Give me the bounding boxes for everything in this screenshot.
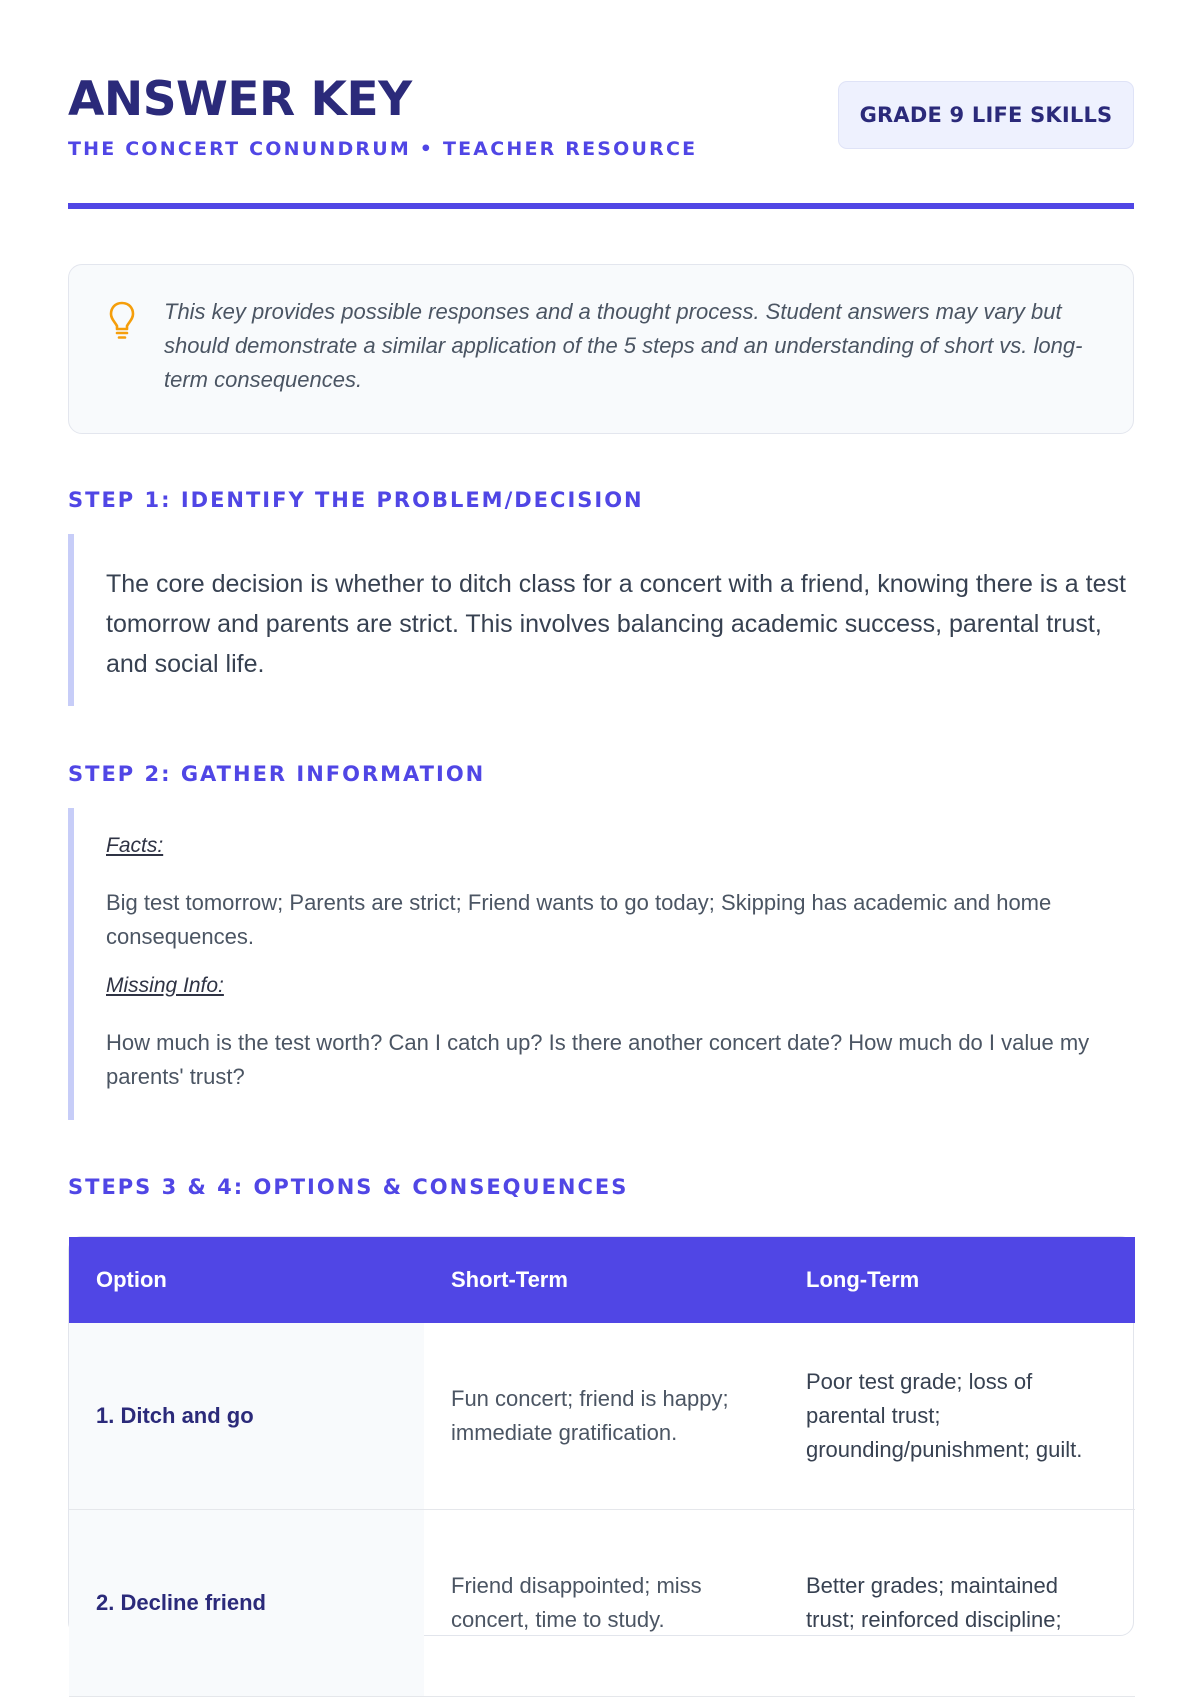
column-header-long-term: Long-Term	[779, 1237, 1135, 1323]
table-row	[69, 1323, 1135, 1510]
facts-label: Facts:	[106, 834, 164, 857]
table-row	[69, 1510, 1135, 1697]
page-subtitle: THE CONCERT CONUNDRUM • TEACHER RESOURCE	[68, 138, 698, 160]
short-term-cell: Fun concert; friend is happy; immediate gratification.	[424, 1323, 779, 1510]
lightbulb-icon	[109, 301, 135, 341]
page-title: ANSWER KEY	[68, 72, 412, 127]
step1-heading: STEP 1: IDENTIFY THE PROBLEM/DECISION	[68, 488, 644, 512]
option-cell: 2. Decline friend	[69, 1510, 424, 1697]
step1-text: The core decision is whether to ditch class for a concert with a friend, knowing there is a test tomorrow and parents are strict. This involves balancing academic success, parental trust, and social life.	[106, 570, 1126, 678]
teacher-note-text: This key provides possible responses and a thought process. Student answers may vary but should demonstrate a similar application of the 5 steps and an understanding of short vs. long-term consequences.	[164, 299, 1083, 392]
step2-heading: STEP 2: GATHER INFORMATION	[68, 762, 486, 786]
options-table	[69, 1237, 1135, 1697]
steps34-heading: STEPS 3 & 4: OPTIONS & CONSEQUENCES	[68, 1175, 629, 1199]
step2-block	[68, 808, 1134, 1120]
step1-block	[68, 534, 1134, 706]
long-term-cell: Poor test grade; loss of parental trust; grounding/punishment; guilt.	[779, 1323, 1135, 1510]
long-term-cell: Better grades; maintained trust; reinforced discipline;	[779, 1510, 1135, 1697]
options-table-container	[68, 1236, 1134, 1636]
table-header-row	[69, 1237, 1135, 1323]
column-header-option: Option	[69, 1237, 424, 1323]
answer-key-page	[68, 0, 1134, 1632]
column-header-short-term: Short-Term	[424, 1237, 779, 1323]
short-term-cell: Friend disappointed; miss concert, time to study.	[424, 1510, 779, 1697]
missing-info-text: How much is the test worth? Can I catch up? Is there another concert date? How much do I value my parents' trust?	[106, 1030, 1090, 1089]
option-cell: 1. Ditch and go	[69, 1323, 424, 1510]
missing-info-label: Missing Info:	[106, 974, 224, 997]
teacher-note	[68, 264, 1134, 434]
facts-text: Big test tomorrow; Parents are strict; Friend wants to go today; Skipping has academic and home consequences.	[106, 890, 1052, 949]
header	[68, 70, 1134, 210]
grade-badge: GRADE 9 LIFE SKILLS	[838, 81, 1134, 149]
header-divider	[68, 203, 1134, 209]
